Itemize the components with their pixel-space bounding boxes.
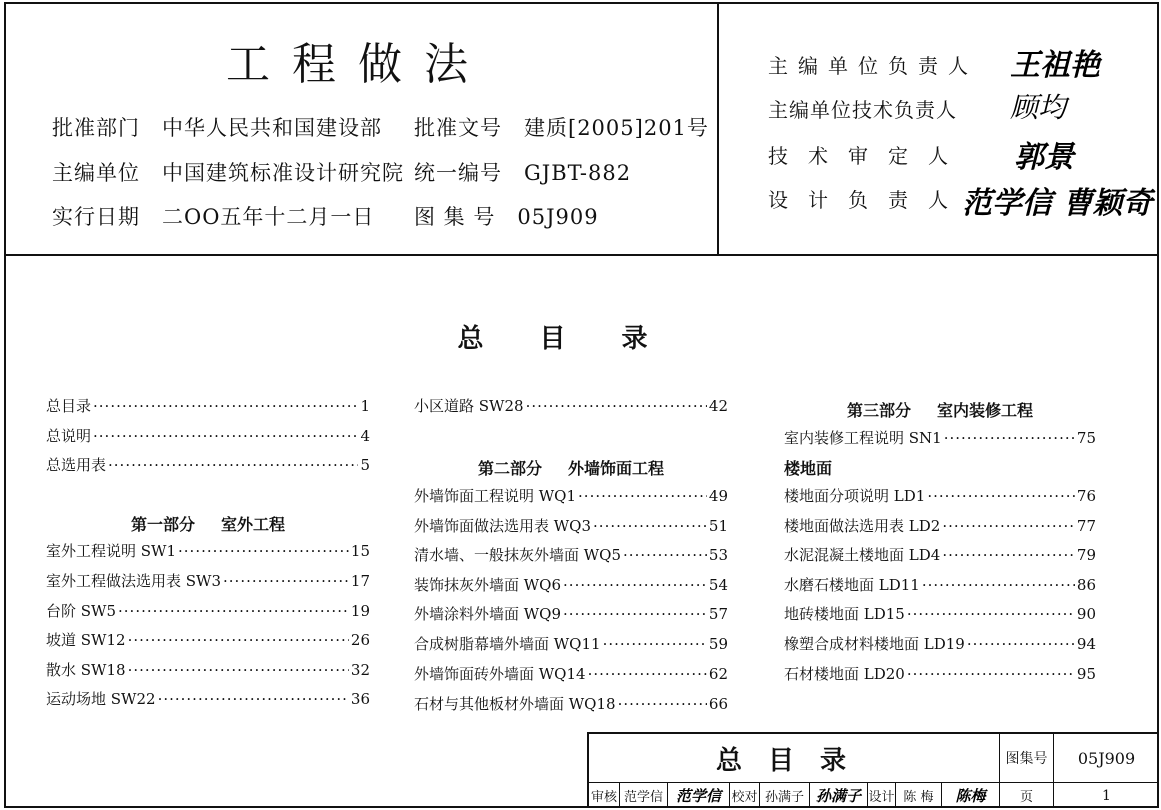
meta-value: GJBT-882: [524, 161, 632, 185]
meta-value: 05J909: [517, 205, 599, 229]
toc-entry: 总选用表 ····· 5: [46, 455, 370, 475]
toc-entry: 散水 SW18 ····· 32: [46, 660, 370, 680]
meta-editor-unit: [52, 157, 404, 187]
title-block: [587, 732, 1159, 808]
signature-chief-editor: 王祖艳: [1010, 48, 1100, 83]
toc-entry: 室内装修工程说明 SN1 ····· 75: [784, 428, 1096, 448]
checker-signature: 孙满子: [815, 787, 861, 805]
meta-value: 中华人民共和国建设部: [162, 116, 382, 140]
designer-name: 陈 梅: [903, 790, 934, 805]
toc-entry: 外墙饰面砖外墙面 WQ14 ····· 62: [414, 664, 728, 684]
design-label: 设计: [868, 790, 895, 805]
title-block-atlas-no: 05J909: [1077, 748, 1136, 768]
meta-effective-date: [52, 201, 374, 231]
toc-entry: 外墙涂料外墙面 WQ9 ····· 57: [414, 604, 728, 624]
meta-unified-no: [414, 157, 631, 187]
meta-value: 建质[2005]201号: [524, 116, 709, 140]
role-tech-chief: 主编单位技术负责人: [768, 98, 957, 122]
header-divider: [4, 254, 1159, 256]
section-heading-part3: 第三部分 室内装修工程: [846, 401, 1034, 420]
signature-design-lead: 范学信 曹颖奇: [962, 186, 1153, 221]
main-title: 工程做法: [226, 39, 490, 90]
meta-label: 图 集 号: [414, 205, 496, 229]
toc-entry: 装饰抹灰外墙面 WQ6 ····· 54: [414, 575, 728, 595]
toc-entry: 室外工程做法选用表 SW3 ····· 17: [46, 571, 370, 591]
page-label: 页: [1019, 790, 1033, 805]
toc-entry: 台阶 SW5 ····· 19: [46, 601, 370, 621]
meta-label: 主编单位: [52, 161, 140, 185]
section-heading-part2: 第二部分 外墙饰面工程: [477, 459, 665, 478]
toc-entry: 小区道路 SW28 ····· 42: [414, 396, 728, 416]
toc-entry: 水泥混凝土楼地面 LD4 ····· 79: [784, 545, 1096, 565]
role-tech-review: 技术审定人: [768, 144, 968, 168]
toc-entry: 运动场地 SW22 ····· 36: [46, 689, 370, 709]
toc-entry: 水磨石楼地面 LD11 ····· 86: [784, 575, 1096, 595]
toc-entry: 坡道 SW12 ····· 26: [46, 630, 370, 650]
toc-entry: 楼地面分项说明 LD1 ····· 76: [784, 486, 1096, 506]
meta-approval-doc: [414, 112, 709, 142]
meta-label: 批准文号: [414, 116, 502, 140]
reviewer-name: 范学信: [623, 790, 663, 805]
signature-tech-chief: 顾均: [1010, 91, 1067, 124]
toc-entry: 合成树脂幕墙外墙面 WQ11 ····· 59: [414, 634, 728, 654]
toc-entry: 总目录 ····· 1: [46, 396, 370, 416]
checker-name: 孙满子: [764, 790, 804, 805]
check-label: 校对: [731, 790, 758, 805]
designer-signature: 陈梅: [955, 787, 986, 805]
toc-entry: 石材与其他板材外墙面 WQ18 ····· 66: [414, 694, 728, 714]
page-number: 1: [1102, 787, 1111, 804]
toc-entry: 清水墙、一般抹灰外墙面 WQ5 ····· 53: [414, 545, 728, 565]
toc-entry: 总说明 ····· 4: [46, 426, 370, 446]
meta-label: 批准部门: [52, 116, 140, 140]
header-vertical-divider: [717, 2, 719, 256]
meta-label: 实行日期: [52, 205, 140, 229]
role-design-lead: 设计负责人: [768, 188, 968, 212]
toc-entry: 橡塑合成材料楼地面 LD19 ····· 94: [784, 634, 1096, 654]
section-heading-part1: 第一部分 室外工程: [130, 515, 286, 534]
title-block-name: 总目录: [715, 745, 872, 776]
meta-approval-dept: [52, 112, 382, 142]
toc-entry: 外墙饰面做法选用表 WQ3 ····· 51: [414, 516, 728, 536]
title-block-atlas-label: 图集号: [1005, 751, 1048, 767]
meta-label: 统一编号: [414, 161, 502, 185]
meta-value: 中国建筑标准设计研究院: [162, 161, 404, 185]
signature-tech-review: 郭景: [1014, 140, 1074, 175]
toc-entry: 楼地面做法选用表 LD2 ····· 77: [784, 516, 1096, 536]
toc-entry: 地砖楼地面 LD15 ····· 90: [784, 604, 1096, 624]
review-label: 审核: [590, 790, 617, 805]
role-chief-editor: 主编单位负责人: [768, 54, 978, 78]
reviewer-signature: 范学信: [675, 787, 721, 805]
meta-atlas-no: [414, 201, 599, 231]
subheading-floor: 楼地面: [784, 459, 833, 478]
toc-entry: 石材楼地面 LD20 ····· 95: [784, 664, 1096, 684]
toc-entry: 外墙饰面工程说明 WQ1 ····· 49: [414, 486, 728, 506]
meta-value: 二OO五年十二月一日: [162, 205, 375, 229]
toc-heading: 总目录: [457, 324, 704, 354]
toc-entry: 室外工程说明 SW1 ····· 15: [46, 541, 370, 561]
